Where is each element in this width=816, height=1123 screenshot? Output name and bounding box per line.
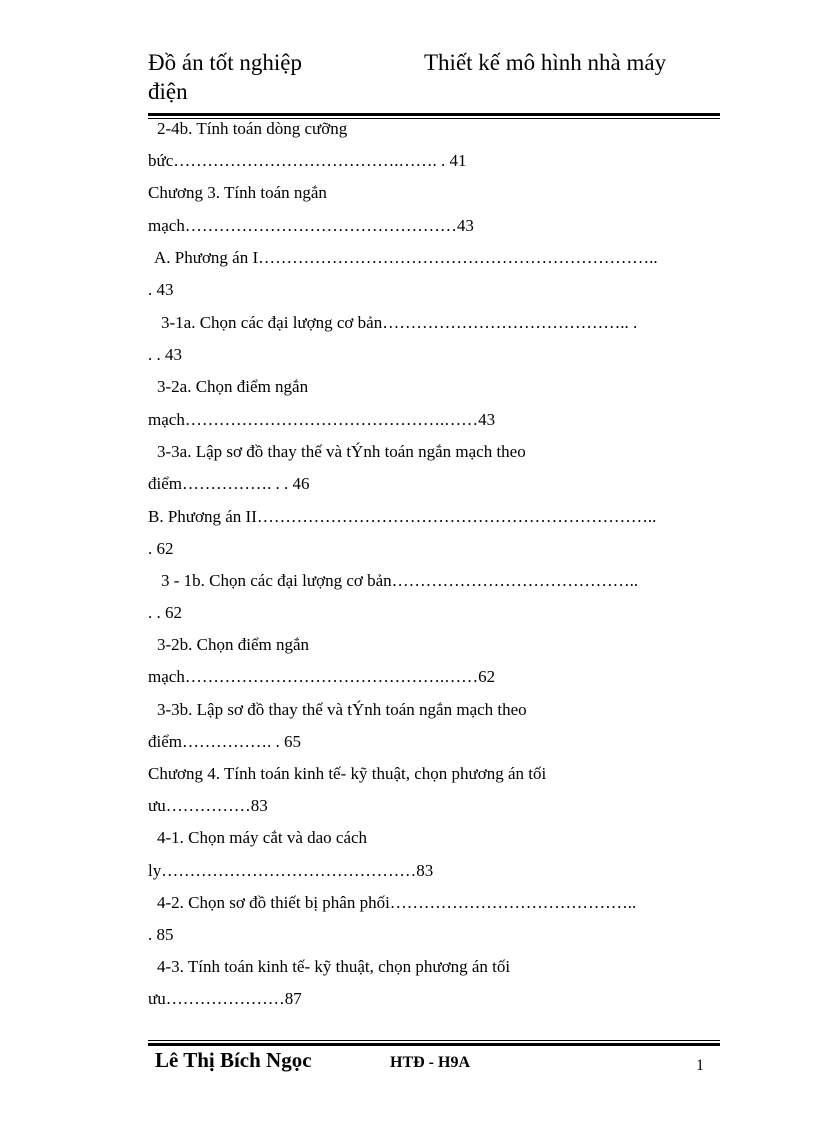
toc-line: 3-2b. Chọn điểm ngắn <box>157 635 310 654</box>
footer-author: Lê Thị Bích Ngọc <box>155 1048 312 1072</box>
header-left-line1: Đồ án tốt nghiệp <box>148 50 302 75</box>
toc-line: . . 43 <box>148 345 182 364</box>
toc-line: mạch…………………………………………43 <box>148 216 474 235</box>
header-left-title <box>148 48 302 106</box>
toc-line: . . 62 <box>148 603 182 622</box>
toc-line: . 85 <box>148 925 174 944</box>
toc-line: 2-4b. Tính toán dòng cưỡng <box>157 119 348 138</box>
toc-line: 3-1a. Chọn các đại lượng cơ bản…………………………………….. . <box>161 313 638 332</box>
toc-line: ly………………………………………83 <box>148 861 434 880</box>
toc-line: 3-3b. Lập sơ đồ thay thế và tÝnh toán ngắn mạch theo <box>157 700 527 719</box>
toc-line: 4-2. Chọn sơ đồ thiết bị phân phối…………………………………….. <box>157 893 637 912</box>
toc-line: 3-2a. Chọn điểm ngắn <box>157 377 309 396</box>
toc-line: Chương 4. Tính toán kinh tế- kỹ thuật, chọn phương án tối <box>148 764 547 783</box>
toc-line: mạch……………………………………….……62 <box>148 667 496 686</box>
toc-line: ưu…………………87 <box>148 989 302 1008</box>
page-number: 1 <box>696 1057 704 1074</box>
toc-line: bức………………………………….……. . 41 <box>148 151 467 170</box>
toc-line: Chương 3. Tính toán ngắn <box>148 183 327 202</box>
footer-class: HTĐ - H9A <box>390 1054 470 1071</box>
header-left-line2: điện <box>148 79 188 104</box>
toc-line: . 43 <box>148 280 174 299</box>
toc-line: B. Phương án II…………………………………………………………….. <box>148 507 657 526</box>
footer-divider-thick <box>148 1043 720 1046</box>
header-divider-thick <box>148 113 720 116</box>
footer-divider-thin <box>148 1040 720 1041</box>
toc-line: ưu……………83 <box>148 796 268 815</box>
toc-line: . 62 <box>148 539 174 558</box>
toc-line: 4-1. Chọn máy cắt và dao cách <box>157 828 368 847</box>
toc-line: 4-3. Tính toán kinh tế- kỹ thuật, chọn phương án tối <box>157 957 511 976</box>
toc-line: mạch……………………………………….……43 <box>148 410 496 429</box>
toc-line: 3 - 1b. Chọn các đại lượng cơ bản…………………………………….. <box>161 571 639 590</box>
header-right-title: Thiết kế mô hình nhà máy <box>424 50 667 75</box>
toc-line: điểm……………. . 65 <box>148 732 301 751</box>
toc-line: 3-3a. Lập sơ đồ thay thế và tÝnh toán ngắn mạch theo <box>157 442 526 461</box>
toc-line: A. Phương án I…………………………………………………………….. <box>154 248 658 267</box>
toc-line: điểm……………. . . 46 <box>148 474 310 493</box>
